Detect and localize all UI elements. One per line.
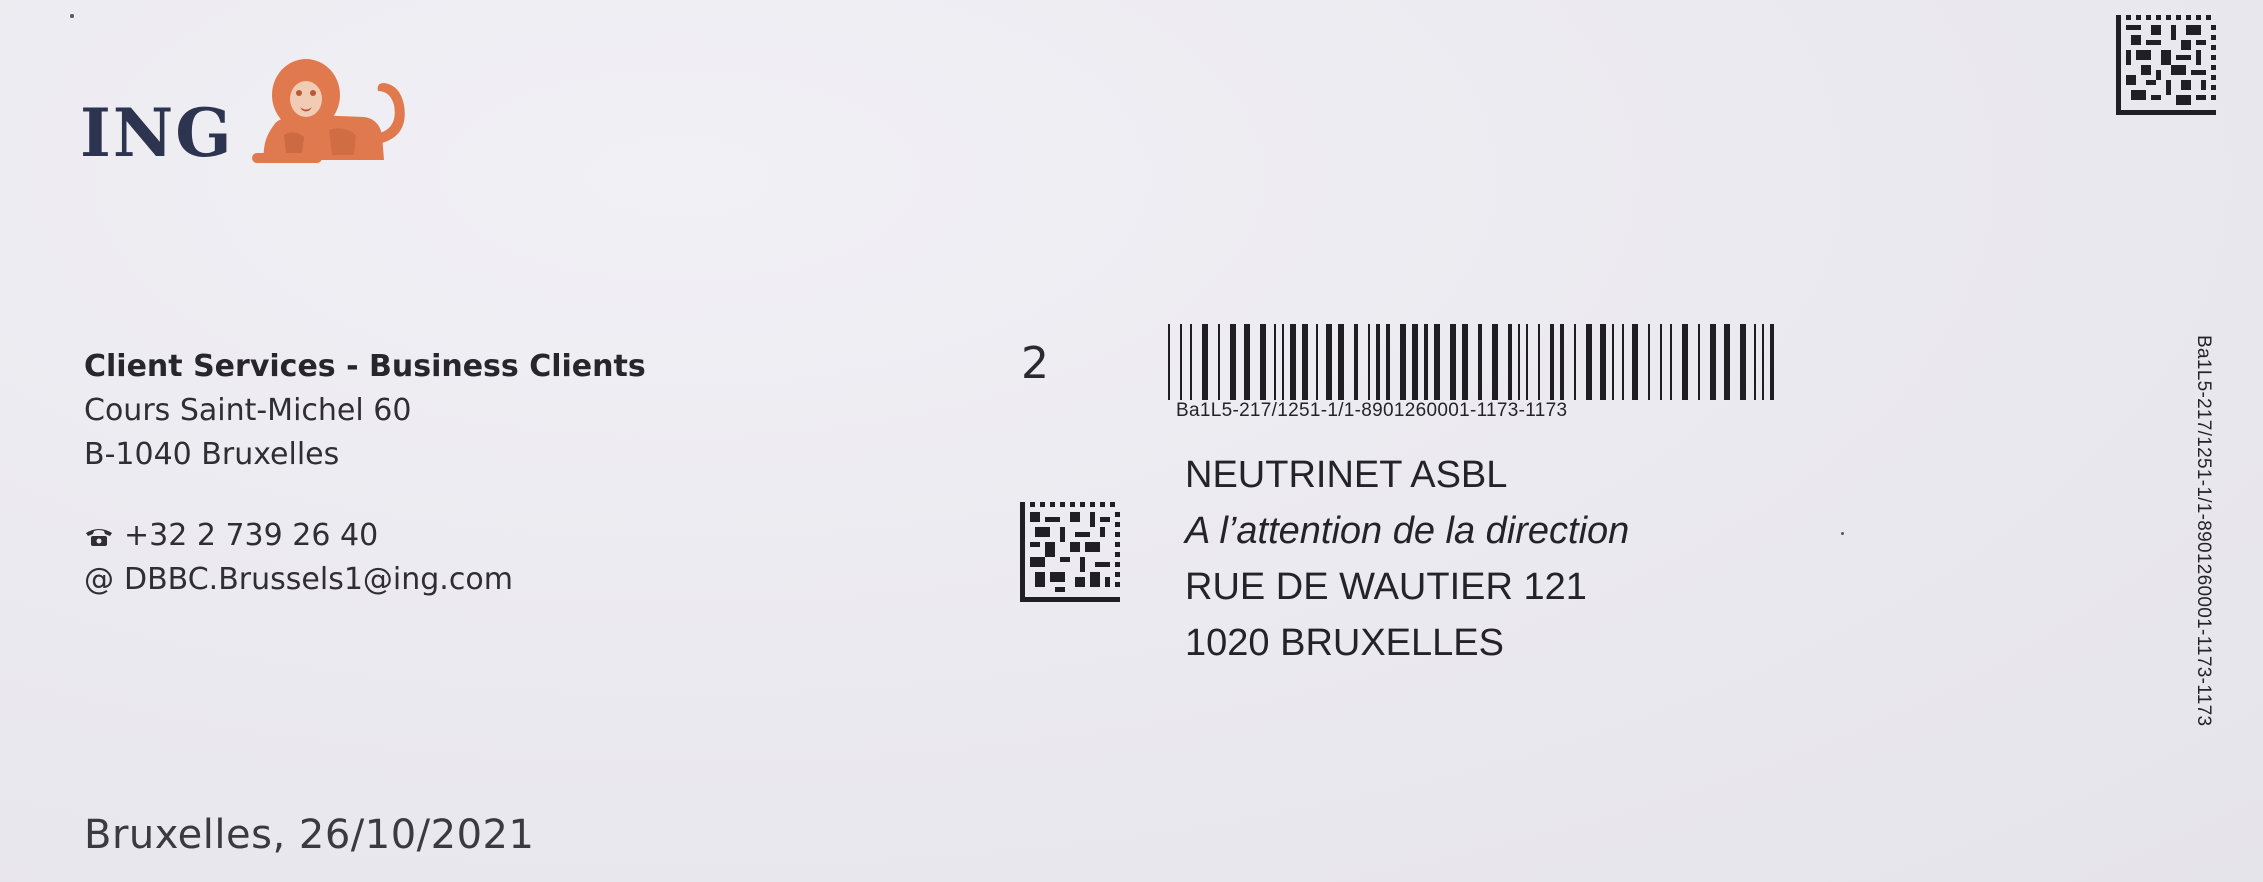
barcode-bar (1190, 324, 1192, 400)
paper-speck (1841, 532, 1844, 535)
barcode-bar (1412, 324, 1418, 400)
email-icon: @ (84, 562, 114, 597)
recipient-street: RUE DE WAUTIER 121 (1185, 566, 1587, 608)
barcode-bar (1316, 324, 1318, 400)
date-line: Bruxelles, 26/10/2021 (84, 812, 535, 858)
recipient-attention: A l’attention de la direction (1185, 510, 1630, 552)
email-address: DBBC.Brussels1@ing.com (124, 562, 513, 597)
barcode-bar (1218, 324, 1220, 400)
barcode-bar (1376, 324, 1380, 400)
datamatrix-code-address (1020, 502, 1120, 602)
barcode-bar (1762, 324, 1764, 400)
barcode-bar (1478, 324, 1482, 400)
barcode-bar (1670, 324, 1672, 400)
barcode-bar (1632, 324, 1638, 400)
barcode-bar (1168, 324, 1170, 400)
sender-street: Cours Saint-Michel 60 (84, 393, 412, 428)
barcode-bar (1682, 324, 1688, 400)
barcode-bar (1698, 324, 1700, 400)
barcode-bar (1526, 324, 1528, 400)
barcode-bar (1180, 324, 1182, 400)
barcode-bar (1302, 324, 1308, 400)
barcode-bar (1450, 324, 1456, 400)
email-row (84, 558, 513, 602)
barcode-bar (1338, 324, 1344, 400)
barcode-bar (1282, 324, 1284, 400)
sender-address (84, 345, 646, 477)
barcode-bar (1230, 324, 1236, 400)
barcode-bar (1354, 324, 1358, 400)
barcode-bar (1244, 324, 1250, 400)
lion-icon (244, 55, 424, 170)
barcode-bar (1462, 324, 1468, 400)
barcode-bar (1550, 324, 1554, 400)
barcode-bar (1386, 324, 1390, 400)
datamatrix-code-top (2116, 15, 2216, 115)
side-reference-code: Ba1L5-217/1251-1/1-8901260001-1173-1173 (2193, 335, 2214, 727)
barcode-bar (1660, 324, 1662, 400)
barcode-bar (1492, 324, 1498, 400)
recipient-city: 1020 BRUXELLES (1185, 622, 1504, 664)
barcode-bar (1612, 324, 1614, 400)
barcode-bar (1586, 324, 1592, 400)
sender-city: B-1040 Bruxelles (84, 437, 340, 472)
phone-row (84, 514, 513, 558)
phone-number: +32 2 739 26 40 (124, 518, 379, 553)
barcode-bar (1538, 324, 1540, 400)
recipient-name: NEUTRINET ASBL (1185, 454, 1508, 496)
barcode-bar (1508, 324, 1512, 400)
barcode-bar (1434, 324, 1440, 400)
barcode-bar (1724, 324, 1730, 400)
sender-contact (84, 514, 513, 602)
barcode-bar (1202, 324, 1208, 400)
barcode-bar (1274, 324, 1276, 400)
barcode-bar (1622, 324, 1624, 400)
logo-wordmark: ING (80, 94, 234, 172)
barcode-bar (1260, 324, 1266, 400)
barcode (1168, 324, 1774, 400)
barcode-bar (1424, 324, 1428, 400)
barcode-bar (1710, 324, 1716, 400)
barcode-bar (1754, 324, 1756, 400)
sequence-number: 2 (1021, 338, 1049, 389)
sender-department: Client Services - Business Clients (84, 349, 646, 384)
ing-logo (80, 55, 424, 172)
barcode-bar (1600, 324, 1606, 400)
barcode-bar (1740, 324, 1746, 400)
barcode-bar (1648, 324, 1650, 400)
barcode-bar (1518, 324, 1520, 400)
barcode-bar (1560, 324, 1564, 400)
barcode-bar (1368, 324, 1370, 400)
barcode-bar (1400, 324, 1406, 400)
paper-speck (70, 14, 74, 18)
barcode-bar (1290, 324, 1296, 400)
barcode-bar (1326, 324, 1332, 400)
barcode-bar (1770, 324, 1774, 400)
phone-icon (84, 525, 114, 547)
barcode-bar (1574, 324, 1576, 400)
recipient-address (1185, 447, 1629, 671)
barcode-text: Ba1L5-217/1251-1/1-8901260001-1173-1173 (1176, 400, 1568, 421)
